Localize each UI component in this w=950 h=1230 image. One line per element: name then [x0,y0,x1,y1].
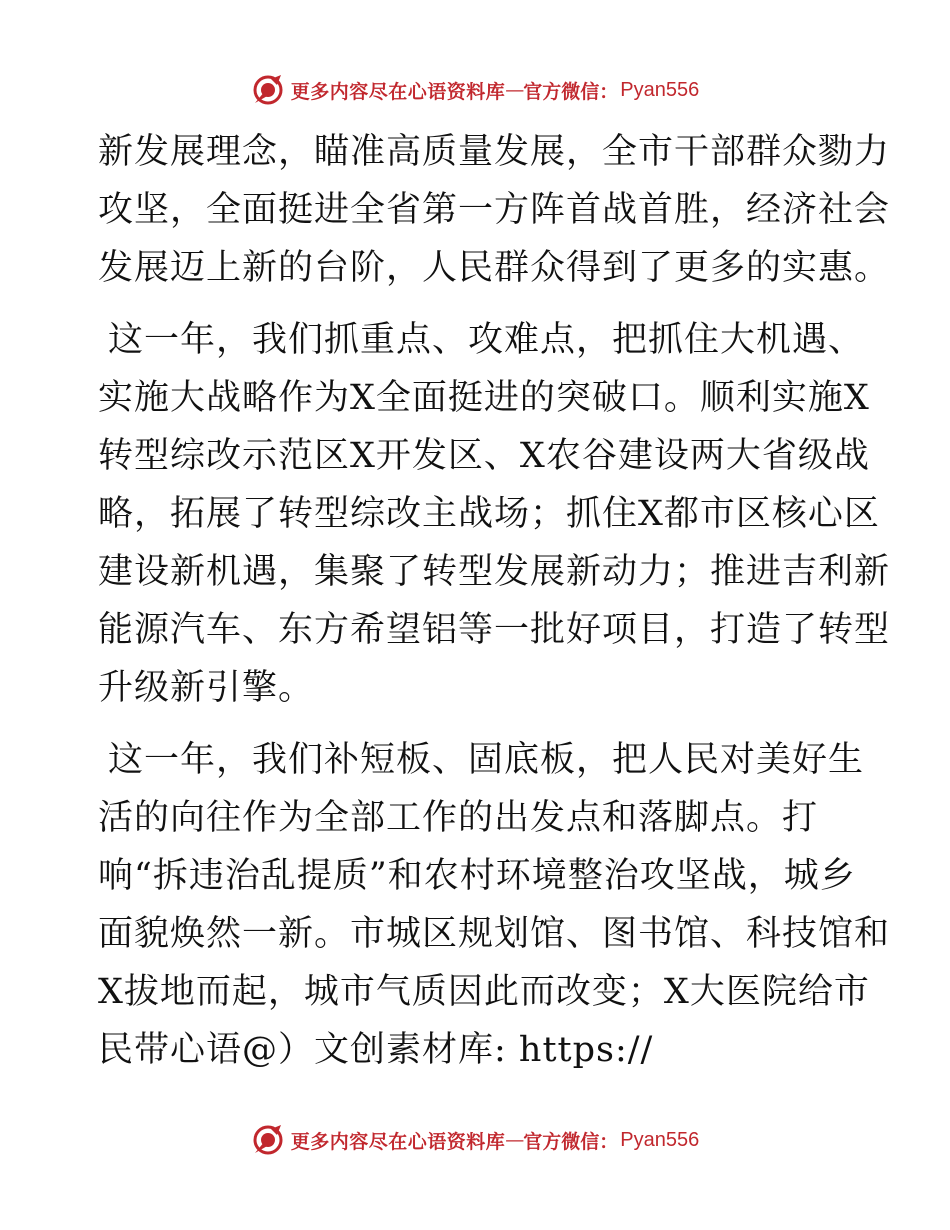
paragraph-3 [98,731,891,1079]
footer-dash: — [505,1129,524,1151]
text-line: 攻坚，全面挺进全省第一方阵首战首胜，经济社会 [98,190,891,230]
text-line: 新发展理念，瞄准高质量发展，全市干部群众勠力 [98,132,891,172]
text-line: 这一年，我们抓重点、攻难点，把抓住大机遇、 [108,320,865,360]
footer-wechat-label: 官方微信： [523,1130,619,1153]
header-wechat-label: 官方微信： [523,80,619,103]
text-line: 建设新机遇，集聚了转型发展新动力；推进吉利新 [98,552,891,592]
text-line: X拔地而起，城市气质因此而改变；X大医院给市 [98,972,870,1012]
text-line: 发展迈上新的台阶，人民群众得到了更多的实惠。 [98,248,891,288]
paragraph-1 [98,123,891,297]
text-line: 活的向往作为全部工作的出发点和落脚点。打 [98,798,819,838]
header-dash: — [505,79,524,101]
text-line: 能源汽车、东方希望铝等一批好项目，打造了转型 [98,610,891,650]
text-line: 民带心语@）文创素材库: https:// [98,1030,654,1070]
footer-wechat-id: Pyan556 [620,1128,700,1151]
text-line: 转型综改示范区X开发区、X农谷建设两大省级战 [98,436,870,476]
text-line: 响“拆违治乱提质”和农村环境整治攻坚战，城乡 [98,856,856,896]
text-line: 略，拓展了转型综改主战场；抓住X都市区核心区 [98,494,880,534]
text-line: 实施大战略作为X全面挺进的突破口。顺利实施X [98,378,870,418]
header-watermark [0,68,950,112]
footer-watermark [0,1118,950,1162]
header-wechat-id: Pyan556 [620,78,700,101]
header-brand-text: 更多内容尽在心语资料库 [290,80,506,103]
text-line: 升级新引擎。 [98,668,315,708]
text-line: 这一年，我们补短板、固底板，把人民对美好生 [108,740,865,780]
paragraph-2 [98,311,891,717]
pen-circle-logo-icon [251,73,285,107]
pen-circle-logo-icon [251,1123,285,1157]
footer-brand-text: 更多内容尽在心语资料库 [290,1130,506,1153]
document-body [98,123,891,1079]
text-line: 面貌焕然一新。市城区规划馆、图书馆、科技馆和 [98,914,891,954]
